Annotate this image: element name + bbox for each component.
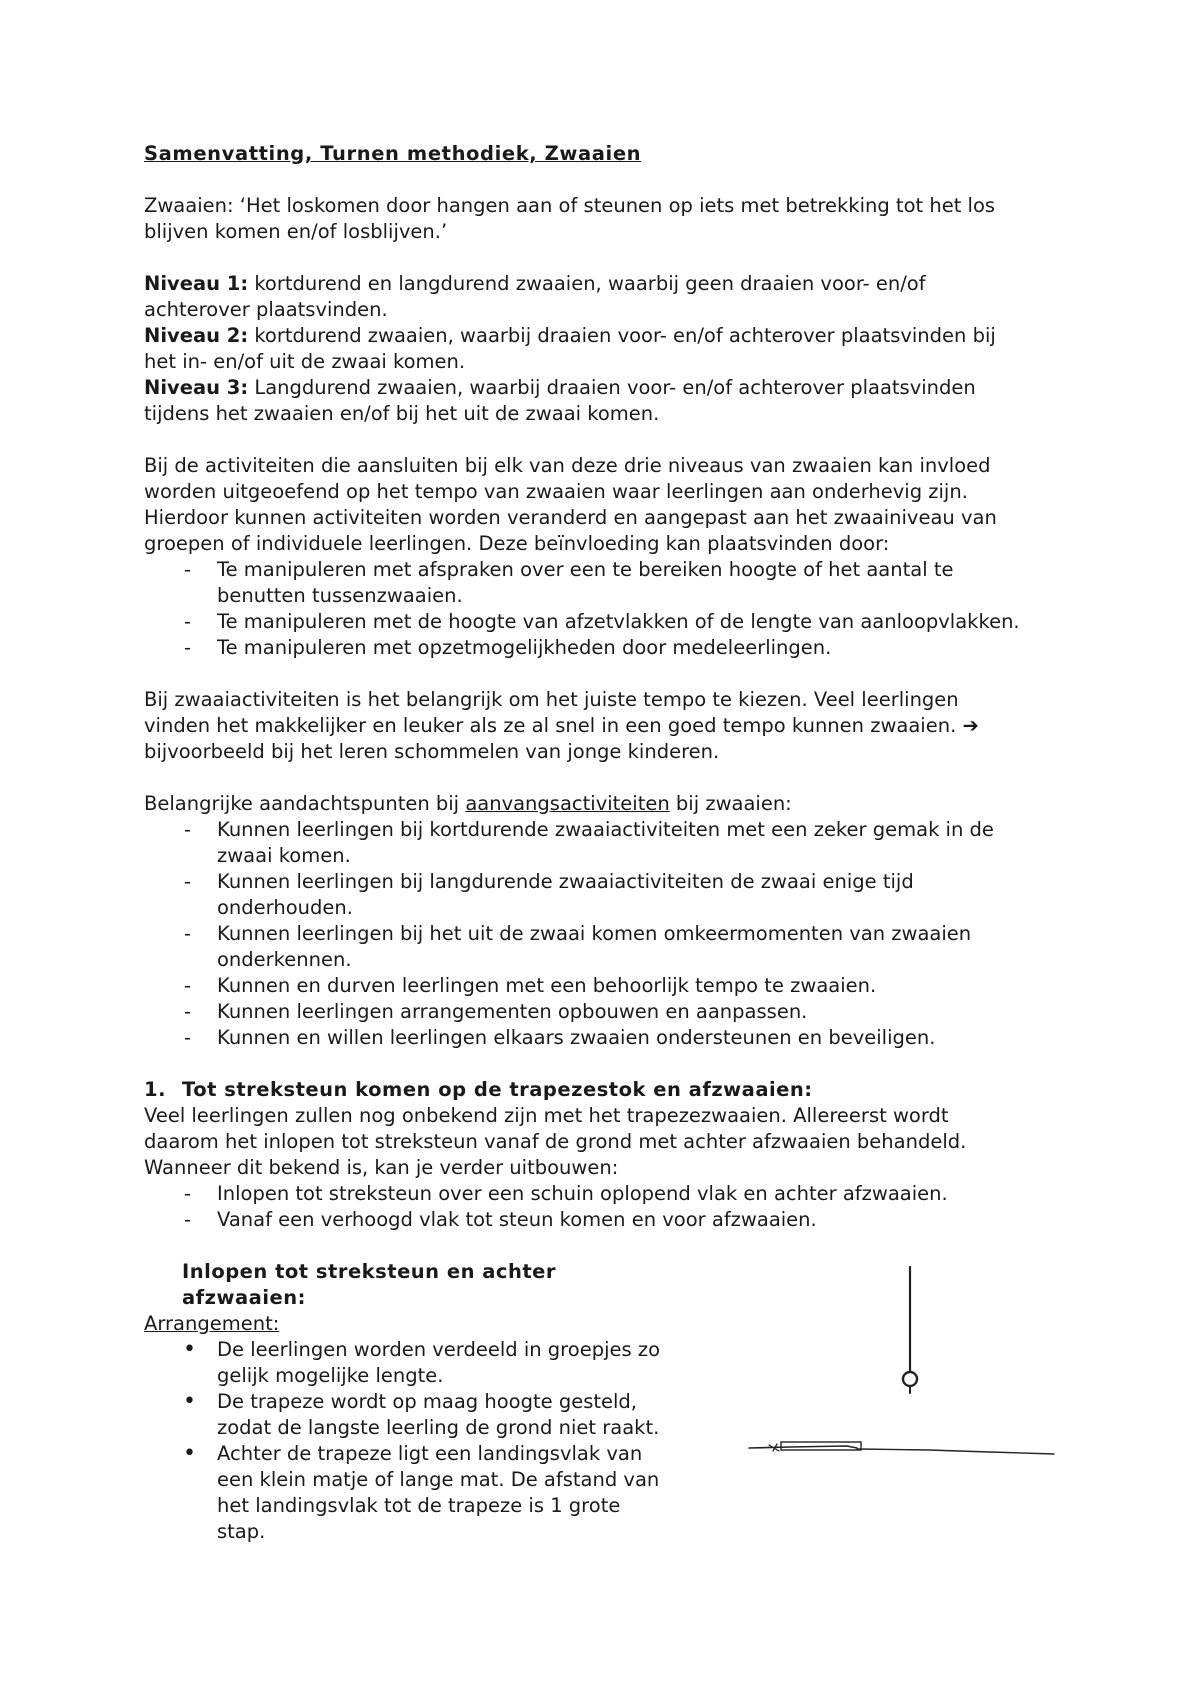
activities-paragraph	[144, 453, 1074, 557]
list-item-text: Vanaf een verhoogd vlak tot steun komen en voor afzwaaien.	[217, 1208, 817, 1231]
list-item-text: Kunnen en durven leerlingen met een behoorlijk tempo te zwaaien.	[217, 974, 877, 997]
list-item	[144, 1337, 684, 1389]
niveau-1	[144, 271, 1074, 323]
niveau-2-text: kortdurend zwaaien, waarbij draaien voor- en/of achterover plaatsvinden bij	[248, 324, 996, 347]
list-item-text: een klein matje of lange mat. De afstand van	[217, 1468, 660, 1491]
section-paragraph	[144, 1103, 1074, 1181]
list-item	[144, 1389, 684, 1441]
list-item-text: onderkennen.	[217, 948, 352, 971]
niveau-3-text: Langdurend zwaaien, waarbij draaien voor- en/of achterover plaatsvinden	[248, 376, 976, 399]
list-item	[144, 973, 1074, 999]
activities-line-2: worden uitgeoefend op het tempo van zwaaien waar leerlingen aan onderhevig zijn.	[144, 480, 968, 503]
list-item	[144, 869, 1074, 921]
list-item-text: Kunnen en willen leerlingen elkaars zwaaien ondersteunen en beveiligen.	[217, 1026, 936, 1049]
niveau-3-label: Niveau 3:	[144, 376, 249, 399]
section-heading-text: Tot streksteun komen op de trapezestok en afzwaaien:	[182, 1078, 813, 1101]
arrangement-list	[144, 1337, 684, 1545]
definition-line-2: blijven komen en/of losblijven.’	[144, 220, 448, 243]
tempo-paragraph	[144, 687, 1074, 765]
list-item	[144, 1207, 1074, 1233]
list-item	[144, 609, 1074, 635]
list-item-text: Kunnen leerlingen bij kortdurende zwaaiactiviteiten met een zeker gemak in de	[217, 818, 994, 841]
subsection-text	[144, 1259, 684, 1545]
list-item-text: Te manipuleren met afspraken over een te bereiken hoogte of het aantal te	[217, 558, 954, 581]
list-item	[144, 1025, 1074, 1051]
list-item	[144, 817, 1074, 869]
list-item-text: Te manipuleren met de hoogte van afzetvlakken of de lengte van aanloopvlakken.	[217, 610, 1020, 633]
subsection	[144, 1259, 1074, 1545]
document-body	[144, 141, 1074, 1545]
list-item	[144, 635, 1074, 661]
attention-intro-text-end: bij zwaaien:	[669, 792, 792, 815]
influence-list	[144, 557, 1074, 661]
tempo-line-1: Bij zwaaiactiviteiten is het belangrijk om het juiste tempo te kiezen. Veel leerlingen	[144, 688, 959, 711]
list-item	[144, 1441, 684, 1545]
document-title: Samenvatting, Turnen methodiek, Zwaaien	[144, 142, 642, 165]
floor-line	[857, 1449, 1054, 1454]
list-item-text: De leerlingen worden verdeeld in groepjes zo	[217, 1338, 661, 1361]
niveau-1-text-2: achterover plaatsvinden.	[144, 298, 388, 321]
list-item-text: onderhouden.	[217, 896, 353, 919]
tempo-line-3: bijvoorbeeld bij het leren schommelen van jonge kinderen.	[144, 740, 720, 763]
list-item-text: het landingsvlak tot de trapeze is 1 grote	[217, 1494, 621, 1517]
list-item-text: Kunnen leerlingen arrangementen opbouwen en aanpassen.	[217, 1000, 808, 1023]
list-item	[144, 999, 1074, 1025]
underlined-term: aanvangsactiviteiten	[465, 792, 670, 815]
list-item-text: zwaai komen.	[217, 844, 351, 867]
list-item-text: benutten tussenzwaaien.	[217, 584, 463, 607]
list-item-text: Inlopen tot streksteun over een schuin oplopend vlak en achter afzwaaien.	[217, 1182, 948, 1205]
activities-line-4: groepen of individuele leerlingen. Deze beïnvloeding kan plaatsvinden door:	[144, 532, 890, 555]
list-item-text: De trapeze wordt op maag hoogte gesteld,	[217, 1390, 637, 1413]
list-item	[144, 1181, 1074, 1207]
list-item-text: Achter de trapeze ligt een landingsvlak van	[217, 1442, 643, 1465]
list-item-text: Kunnen leerlingen bij het uit de zwaai komen omkeermomenten van zwaaien	[217, 922, 972, 945]
niveau-2	[144, 323, 1074, 375]
section-line-1: Veel leerlingen zullen nog onbekend zijn met het trapezezwaaien. Allereerst wordt	[144, 1104, 949, 1127]
trapeze-sketch	[729, 1259, 1079, 1479]
attention-intro	[144, 791, 1074, 817]
activities-line-3: Hierdoor kunnen activiteiten worden veranderd en aangepast aan het zwaainiveau van	[144, 506, 997, 529]
list-item-text: Te manipuleren met opzetmogelijkheden door medeleerlingen.	[217, 636, 832, 659]
section-line-2: daarom het inlopen tot streksteun vanaf de grond met achter afzwaaien behandeld.	[144, 1130, 967, 1153]
subsection-heading: Inlopen tot streksteun en achter afzwaaien:	[182, 1260, 557, 1309]
section-list	[144, 1181, 1074, 1233]
niveau-3-text-2: tijdens het zwaaien en/of bij het uit de zwaai komen.	[144, 402, 660, 425]
section-heading	[144, 1077, 1074, 1103]
trapeze-bar	[903, 1372, 917, 1386]
niveau-3	[144, 375, 1074, 427]
approach-line	[749, 1446, 857, 1448]
activities-line-1: Bij de activiteiten die aansluiten bij elk van deze drie niveaus van zwaaien kan invloed	[144, 454, 991, 477]
niveau-1-label: Niveau 1:	[144, 272, 249, 295]
section-number: 1.	[144, 1078, 166, 1101]
niveau-2-text-2: het in- en/of uit de zwaai komen.	[144, 350, 466, 373]
list-item-text: Kunnen leerlingen bij langdurende zwaaiactiviteiten de zwaai enige tijd	[217, 870, 914, 893]
list-item-text: zodat de langste leerling de grond niet raakt.	[217, 1416, 660, 1439]
niveau-2-label: Niveau 2:	[144, 324, 249, 347]
tempo-line-2: vinden het makkelijker en leuker als ze al snel in een goed tempo kunnen zwaaien.	[144, 714, 963, 737]
attention-list	[144, 817, 1074, 1051]
section-line-3: Wanneer dit bekend is, kan je verder uitbouwen:	[144, 1156, 619, 1179]
list-item-text: stap.	[217, 1520, 266, 1543]
arrow-right-icon: ➔	[962, 714, 979, 737]
attention-intro-text: Belangrijke aandachtspunten bij	[144, 792, 466, 815]
definition-line-1: Zwaaien: ‘Het loskomen door hangen aan of steunen op iets met betrekking tot het los	[144, 194, 996, 217]
niveau-1-text: kortdurend en langdurend zwaaien, waarbij geen draaien voor- en/of	[248, 272, 926, 295]
list-item	[144, 921, 1074, 973]
arrangement-label: Arrangement:	[144, 1312, 280, 1335]
list-item-text: gelijk mogelijke lengte.	[217, 1364, 444, 1387]
list-item	[144, 557, 1074, 609]
